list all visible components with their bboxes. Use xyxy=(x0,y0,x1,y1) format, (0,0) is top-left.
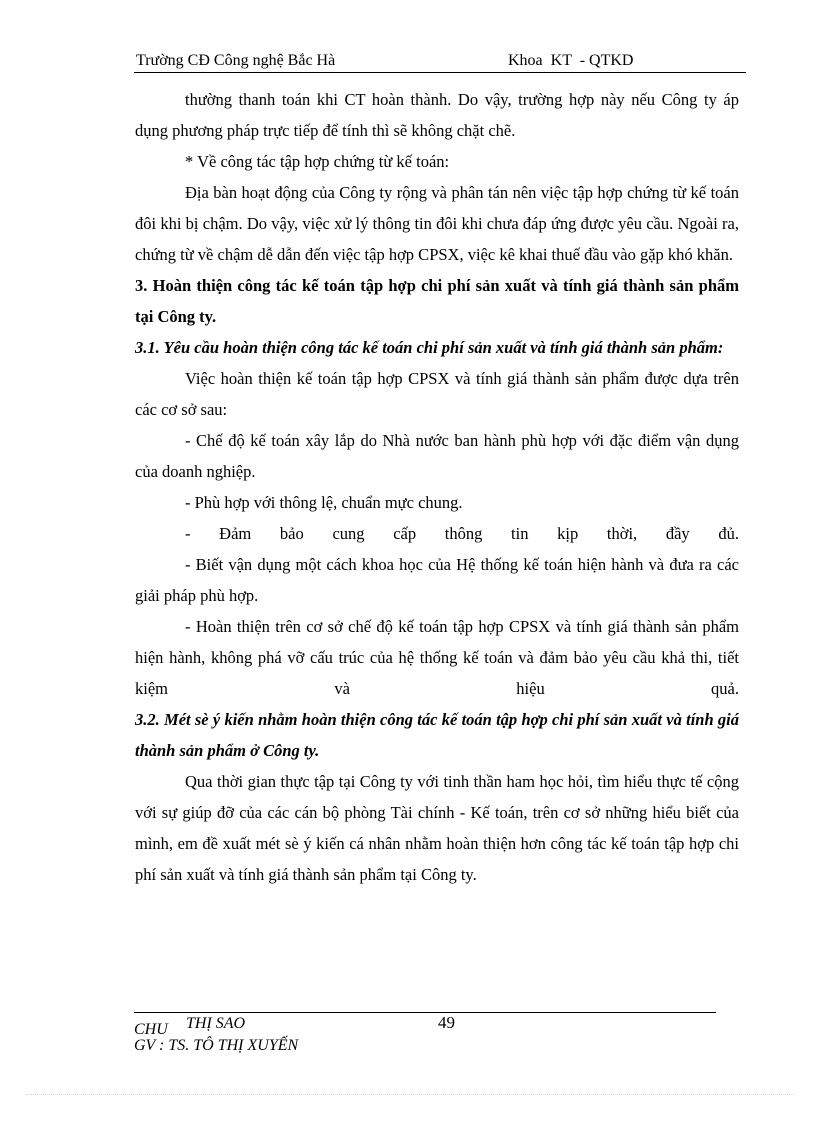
section-heading-3: 3. Hoàn thiện công tác kế toán tập hợp chi phí sản xuất và tính giá thành sản phẩm tại Công ty. xyxy=(135,276,739,326)
bullet-2: - Phù hợp với thông lệ, chuẩn mực chung. xyxy=(185,493,463,512)
author-prefix: CHU xyxy=(134,1021,168,1038)
page-header xyxy=(134,50,746,73)
page-bottom-border xyxy=(26,1094,794,1095)
paragraph-3: Địa bàn hoạt động của Công ty rộng và phân tán nên việc tập hợp chứng từ kế toán đôi khi bị chậm. Do vậy, việc xử lý thông tin đôi khi chưa đáp ứng được yêu cầu. Ngoài ra, chứng từ về chậm dễ dẫn đến việc tập hợp CPSX, việc kê khai thuế đầu vào gặp khó khăn. xyxy=(135,183,739,264)
bullet-3: - Đảm bảo cung cấp thông tin kịp thời, đầy đủ. xyxy=(185,524,739,543)
page-number: 49 xyxy=(438,1013,455,1032)
paragraph-4: Việc hoàn thiện kế toán tập hợp CPSX và tính giá thành sản phẩm được dựa trên các cơ sở sau: xyxy=(135,369,739,419)
advisor-name: GV : TS. TÔ THỊ XUYẾN xyxy=(134,1037,299,1054)
page-footer xyxy=(134,1013,734,1063)
bullet-5: - Hoàn thiện trên cơ sở chế độ kế toán tập hợp CPSX và tính giá thành sản phẩm hiện hành, không phá vỡ cấu trúc của hệ thống kế toán và đảm bảo yêu cầu khả thi, tiết kiệm và hiệu quả. xyxy=(135,617,739,698)
paragraph-5: Qua thời gian thực tập tại Công ty với tinh thần ham học hỏi, tìm hiểu thực tế cộng với sự giúp đỡ của các cán bộ phòng Tài chính - Kế toán, trên cơ sở những hiểu biết của mình, em đề xuất mét sè ý kiến cá nhân nhằm hoàn thiện hơn công tác kế toán tập hợp chi phí sản xuất và tính giá thành sản phẩm tại Công ty. xyxy=(135,772,739,884)
document-body xyxy=(135,84,739,890)
school-name: Trường CĐ Công nghệ Bắc Hà xyxy=(136,52,336,69)
subsection-heading-3-1: 3.1. Yêu cầu hoàn thiện công tác kế toán chi phí sản xuất và tính giá thành sản phẩm: xyxy=(135,338,724,357)
paragraph-2: * Về công tác tập hợp chứng từ kế toán: xyxy=(185,152,450,171)
subsection-heading-3-2: 3.2. Mét sè ý kiến nhằm hoàn thiện công tác kế toán tập hợp chi phí sản xuất và tính giá thành sản phẩm ở Công ty. xyxy=(135,710,739,760)
paragraph-1: thường thanh toán khi CT hoàn thành. Do vậy, trường hợp này nếu Công ty áp dụng phương pháp trực tiếp để tính thì sẽ không chặt chẽ. xyxy=(135,90,739,140)
bullet-1: - Chế độ kế toán xây lắp do Nhà nước ban hành phù hợp với đặc điểm vận dụng của doanh nghiệp. xyxy=(135,431,739,481)
bullet-4: - Biết vận dụng một cách khoa học của Hệ thống kế toán hiện hành và đưa ra các giải pháp phù hợp. xyxy=(135,555,739,605)
author-name: THỊ SAO xyxy=(186,1015,246,1032)
faculty-name: Khoa KT - QTKD xyxy=(508,52,634,69)
